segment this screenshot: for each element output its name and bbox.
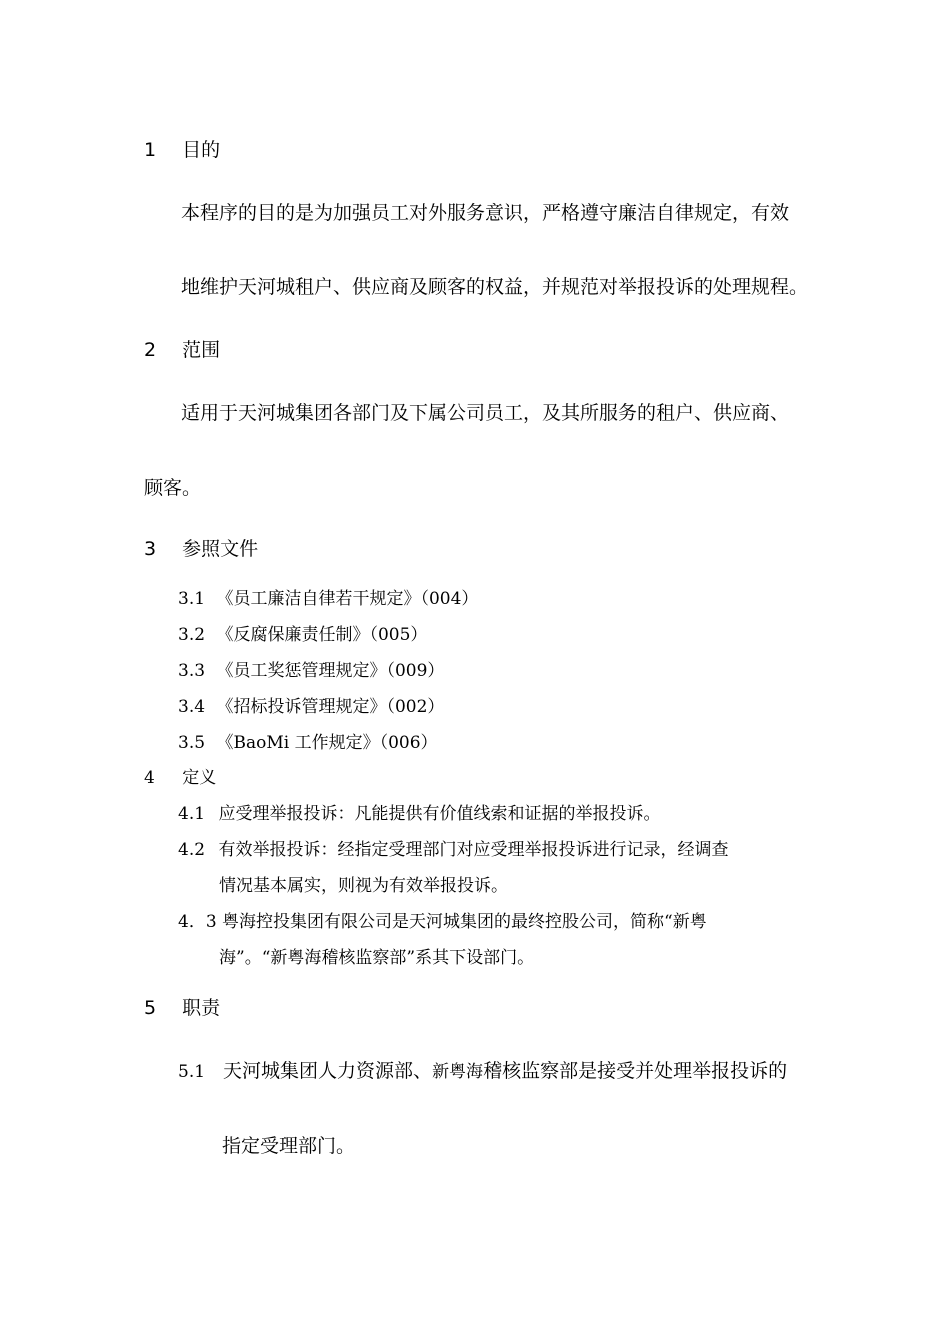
- reference-item-number: 3.2: [178, 625, 206, 645]
- responsibility-text-part-2: 新粤海: [432, 1062, 484, 1082]
- responsibility-item-continuation: 指定受理部门。: [222, 1135, 356, 1157]
- responsibility-item-number: 5.1: [178, 1062, 206, 1082]
- reference-item-number: 3.3: [178, 661, 206, 681]
- definition-item-continuation: 情况基本属实，则视为有效举报投诉。: [219, 876, 508, 896]
- reference-item-text: 《招标投诉管理规定》（002）: [216, 697, 445, 717]
- definition-item-number: 4.2: [178, 840, 206, 860]
- section-4-number: 4: [144, 768, 155, 788]
- section-5-number: 5: [144, 997, 157, 1019]
- section-3-number: 3: [144, 538, 157, 560]
- section-1-number: 1: [144, 139, 157, 161]
- responsibility-text-part-1: 天河城集团人力资源部、: [223, 1060, 433, 1082]
- section-3-heading: [144, 540, 258, 559]
- responsibility-item: [178, 1062, 787, 1081]
- reference-item-number: 3.4: [178, 697, 206, 717]
- definition-item: [178, 842, 728, 859]
- reference-item-text: 《员工廉洁自律若干规定》（004）: [216, 589, 479, 609]
- responsibility-text-part-3: 稽核监察部是接受并处理举报投诉的: [483, 1060, 788, 1082]
- section-2-heading: [144, 341, 220, 360]
- section-1-paragraph-line-2: 地维护天河城租户、供应商及顾客的权益，并规范对举报投诉的处理规程。: [181, 276, 809, 298]
- section-2-title: 范围: [182, 339, 221, 361]
- section-2-paragraph-line-2: 顾客。: [144, 477, 202, 499]
- reference-item-text: 《BaoMi 工作规定》（006）: [216, 733, 438, 753]
- reference-item-number: 3.1: [178, 589, 206, 609]
- section-2-paragraph-line-1: 适用于天河城集团各部门及下属公司员工，及其所服务的租户、供应商、: [181, 402, 790, 424]
- section-5-heading: [144, 999, 220, 1018]
- reference-item: [178, 663, 444, 680]
- section-1-paragraph-line-1: 本程序的目的是为加强员工对外服务意识，严格遵守廉洁自律规定，有效: [181, 202, 790, 224]
- definition-item: [178, 914, 707, 931]
- definition-item-text: 粤海控投集团有限公司是天河城集团的最终控股公司，简称“新粤: [222, 912, 707, 932]
- reference-item-number: 3.5: [178, 733, 206, 753]
- definition-item: [178, 806, 660, 823]
- reference-item: [178, 699, 444, 716]
- section-4-title: 定义: [182, 768, 217, 788]
- section-3-title: 参照文件: [182, 538, 259, 560]
- reference-item-text: 《员工奖惩管理规定》（009）: [216, 661, 445, 681]
- section-1-title: 目的: [182, 139, 221, 161]
- section-4-heading: [144, 770, 216, 787]
- definition-item-continuation: 海”。“新粤海稽核监察部”系其下设部门。: [219, 948, 535, 968]
- definition-item-text: 有效举报投诉：经指定受理部门对应受理举报投诉进行记录，经调查: [218, 840, 729, 860]
- reference-item: [178, 735, 438, 752]
- section-5-title: 职责: [182, 997, 221, 1019]
- definition-item-number: 4．3: [178, 912, 217, 932]
- reference-item: [178, 591, 478, 608]
- reference-item: [178, 627, 427, 644]
- section-2-number: 2: [144, 339, 157, 361]
- definition-item-text: 应受理举报投诉：凡能提供有价值线索和证据的举报投诉。: [218, 804, 661, 824]
- definition-item-number: 4.1: [178, 804, 206, 824]
- section-1-heading: [144, 141, 220, 160]
- reference-item-text: 《反腐保廉责任制》（005）: [216, 625, 428, 645]
